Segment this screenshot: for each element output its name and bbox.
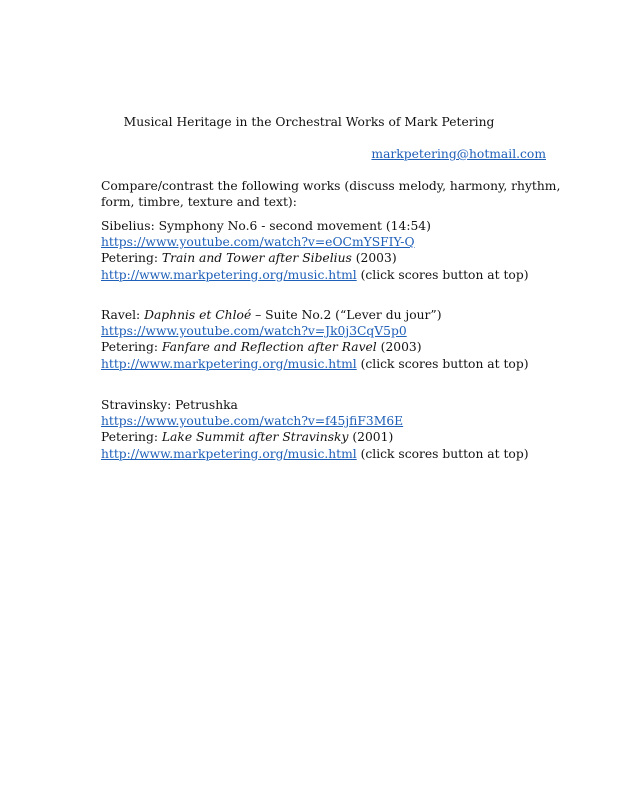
score-link-line bbox=[101, 446, 561, 462]
petering-work-line bbox=[101, 339, 561, 355]
score-note: (click scores button at top) bbox=[356, 267, 529, 282]
petering-work-line bbox=[101, 250, 561, 266]
petering-work-line bbox=[101, 429, 561, 445]
work-entry-stravinsky bbox=[101, 397, 561, 462]
petering-prefix: Petering: bbox=[101, 430, 162, 445]
original-link-line bbox=[101, 323, 561, 339]
petering-year: (2003) bbox=[351, 251, 397, 266]
email-line bbox=[371, 147, 546, 161]
score-link-line bbox=[101, 356, 561, 372]
score-link[interactable]: http://www.markpetering.org/music.html bbox=[101, 356, 357, 371]
youtube-link[interactable]: https://www.youtube.com/watch?v=eOCmYSFIY-Q bbox=[101, 235, 415, 250]
petering-work-title: Fanfare and Reflection after Ravel bbox=[161, 340, 377, 355]
score-link[interactable]: http://www.markpetering.org/music.html bbox=[101, 267, 357, 282]
original-work-title: Petrushka bbox=[175, 398, 238, 412]
original-composer: Stravinsky: bbox=[101, 398, 176, 412]
email-link[interactable]: markpetering@hotmail.com bbox=[371, 147, 546, 161]
youtube-link[interactable]: https://www.youtube.com/watch?v=f45jfiF3M6E bbox=[101, 414, 404, 429]
score-note: (click scores button at top) bbox=[356, 446, 529, 461]
original-work-line bbox=[101, 397, 561, 413]
work-entry-ravel bbox=[101, 307, 561, 372]
original-work-title: Symphony No.6 - second movement (14:54) bbox=[158, 219, 431, 233]
work-entry-sibelius bbox=[101, 218, 561, 283]
original-work-line bbox=[101, 307, 561, 323]
instructions-paragraph bbox=[101, 178, 561, 210]
original-work-line bbox=[101, 218, 561, 234]
youtube-link[interactable]: https://www.youtube.com/watch?v=Jk0j3CqV5p0 bbox=[101, 324, 407, 339]
original-link-line bbox=[101, 234, 561, 250]
original-work-title-italic: Daphnis et Chloé bbox=[144, 308, 252, 322]
petering-prefix: Petering: bbox=[101, 251, 162, 266]
score-link-line bbox=[101, 267, 561, 283]
petering-year: (2001) bbox=[348, 430, 394, 445]
petering-year: (2003) bbox=[376, 340, 422, 355]
petering-work-title: Train and Tower after Sibelius bbox=[161, 251, 352, 266]
original-work-title: – Suite No.2 (“Lever du jour”) bbox=[251, 308, 442, 322]
original-composer: Sibelius: bbox=[101, 219, 159, 233]
petering-work-title: Lake Summit after Stravinsky bbox=[161, 430, 349, 445]
petering-prefix: Petering: bbox=[101, 340, 162, 355]
original-composer: Ravel: bbox=[101, 308, 145, 322]
document-title: Musical Heritage in the Orchestral Works of Mark Petering bbox=[123, 115, 495, 129]
original-link-line bbox=[101, 413, 561, 429]
score-note: (click scores button at top) bbox=[356, 356, 529, 371]
score-link[interactable]: http://www.markpetering.org/music.html bbox=[101, 446, 357, 461]
instructions-text: Compare/contrast the following works (discuss melody, harmony, rhythm, form, timbre, texture and text): bbox=[101, 179, 561, 210]
